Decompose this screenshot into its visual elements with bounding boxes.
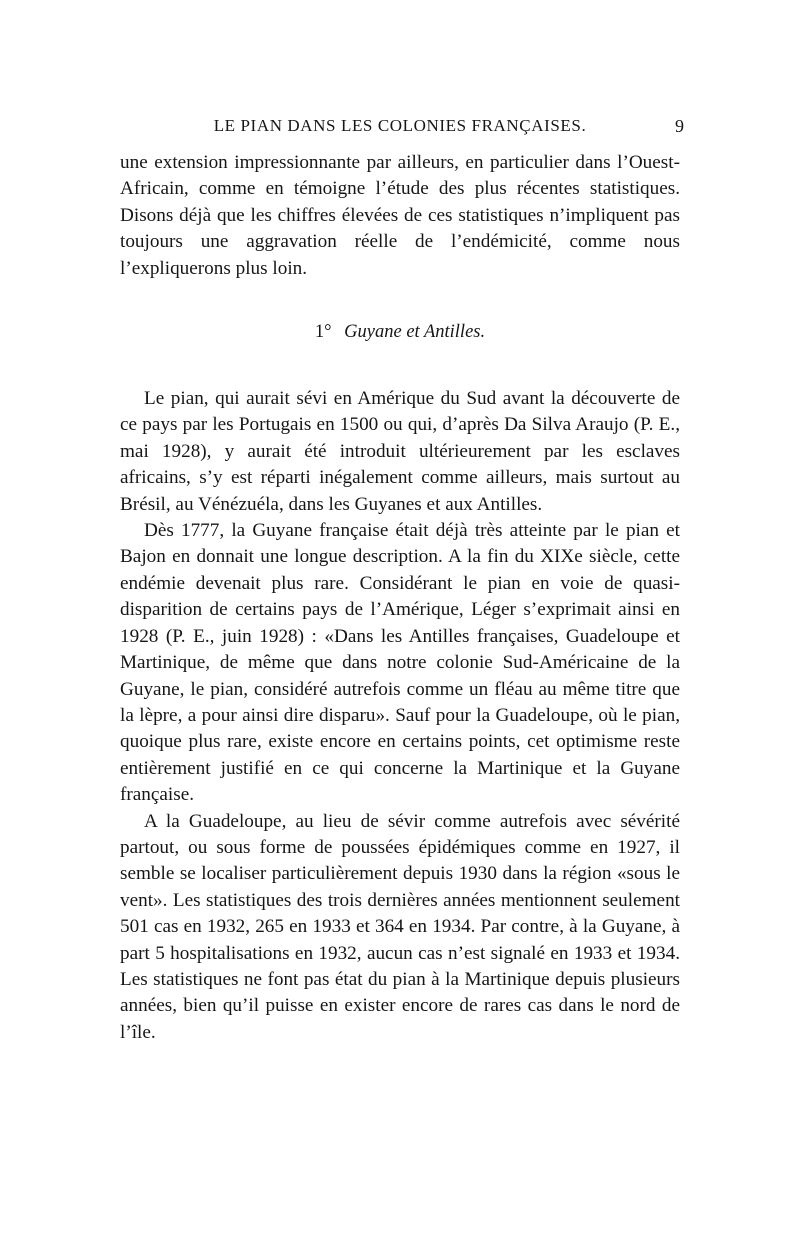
paragraph-guyane-antilles: Dès 1777, la Guyane française était déjà très atteinte par le pian et Bajon en donnait une longue description. A la fin du XIXe siècle, cette endémie devenait plus rare. Considérant le pian en voie de quasi-disparition de certains pays de l’Amérique, Léger s’exprimait ainsi en 1928 (P. E., juin 1928) : «Dans les Antilles françaises, Guadeloupe et Martinique, de même que dans notre colonie Sud-Américaine de la Guyane, le pian, considéré autrefois comme un fléau au même titre que la lèpre, a pour ainsi dire disparu». Sauf pour la Guadeloupe, où le pian, quoique plus rare, existe encore en certains points, cet optimisme reste entièrement justifié en ce qui concerne la Martinique et la Guyane française. bbox=[120, 520, 680, 806]
paragraph-guadeloupe: A la Guadeloupe, au lieu de sévir comme autrefois avec sévérité partout, ou sous forme de poussées épidémiques comme en 1927, il semble se localiser particulièrement depuis 1930 dans la région «sous le vent». Les statistiques des trois dernières années mentionnent seulement 501 cas en 1932, 265 en 1933 et 364 en 1934. Par contre, à la Guyane, à part 5 hospitalisations en 1932, aucun cas n’est signalé en 1933 et 1934. Les statistiques ne font pas état du pian à la Martinique depuis plusieurs années, bien qu’il puisse en exister encore de rares cas dans le nord de l’île. bbox=[120, 810, 680, 1043]
section-title: Guyane et Antilles. bbox=[344, 322, 486, 343]
section-number: 1° bbox=[314, 322, 332, 343]
section-heading bbox=[120, 320, 680, 344]
continued-paragraph: une extension impressionnante par ailleurs, en particulier dans l’Ouest-Africain, comme en témoigne l’étude des plus récentes statistiques. Disons déjà que les chiffres élevées de ces statistiques n’impliquent pas toujours une aggravation réelle de l’endémicité, comme nous l’expliquerons plus loin. bbox=[120, 152, 680, 279]
running-title: LE PIAN DANS LES COLONIES FRANÇAISES. bbox=[213, 116, 587, 135]
body-text bbox=[120, 150, 680, 1046]
running-head bbox=[120, 116, 684, 140]
paragraph-history: Le pian, qui aurait sévi en Amérique du Sud avant la découverte de ce pays par les Portugais en 1500 ou qui, d’après Da Silva Araujo (P. E., mai 1928), y aurait été introduit ultérieurement par les esclaves africains, s’y est réparti inégalement comme ailleurs, mais surtout au Brésil, au Vénézuéla, dans les Guyanes et aux Antilles. bbox=[120, 388, 680, 515]
page-number: 9 bbox=[675, 116, 684, 136]
